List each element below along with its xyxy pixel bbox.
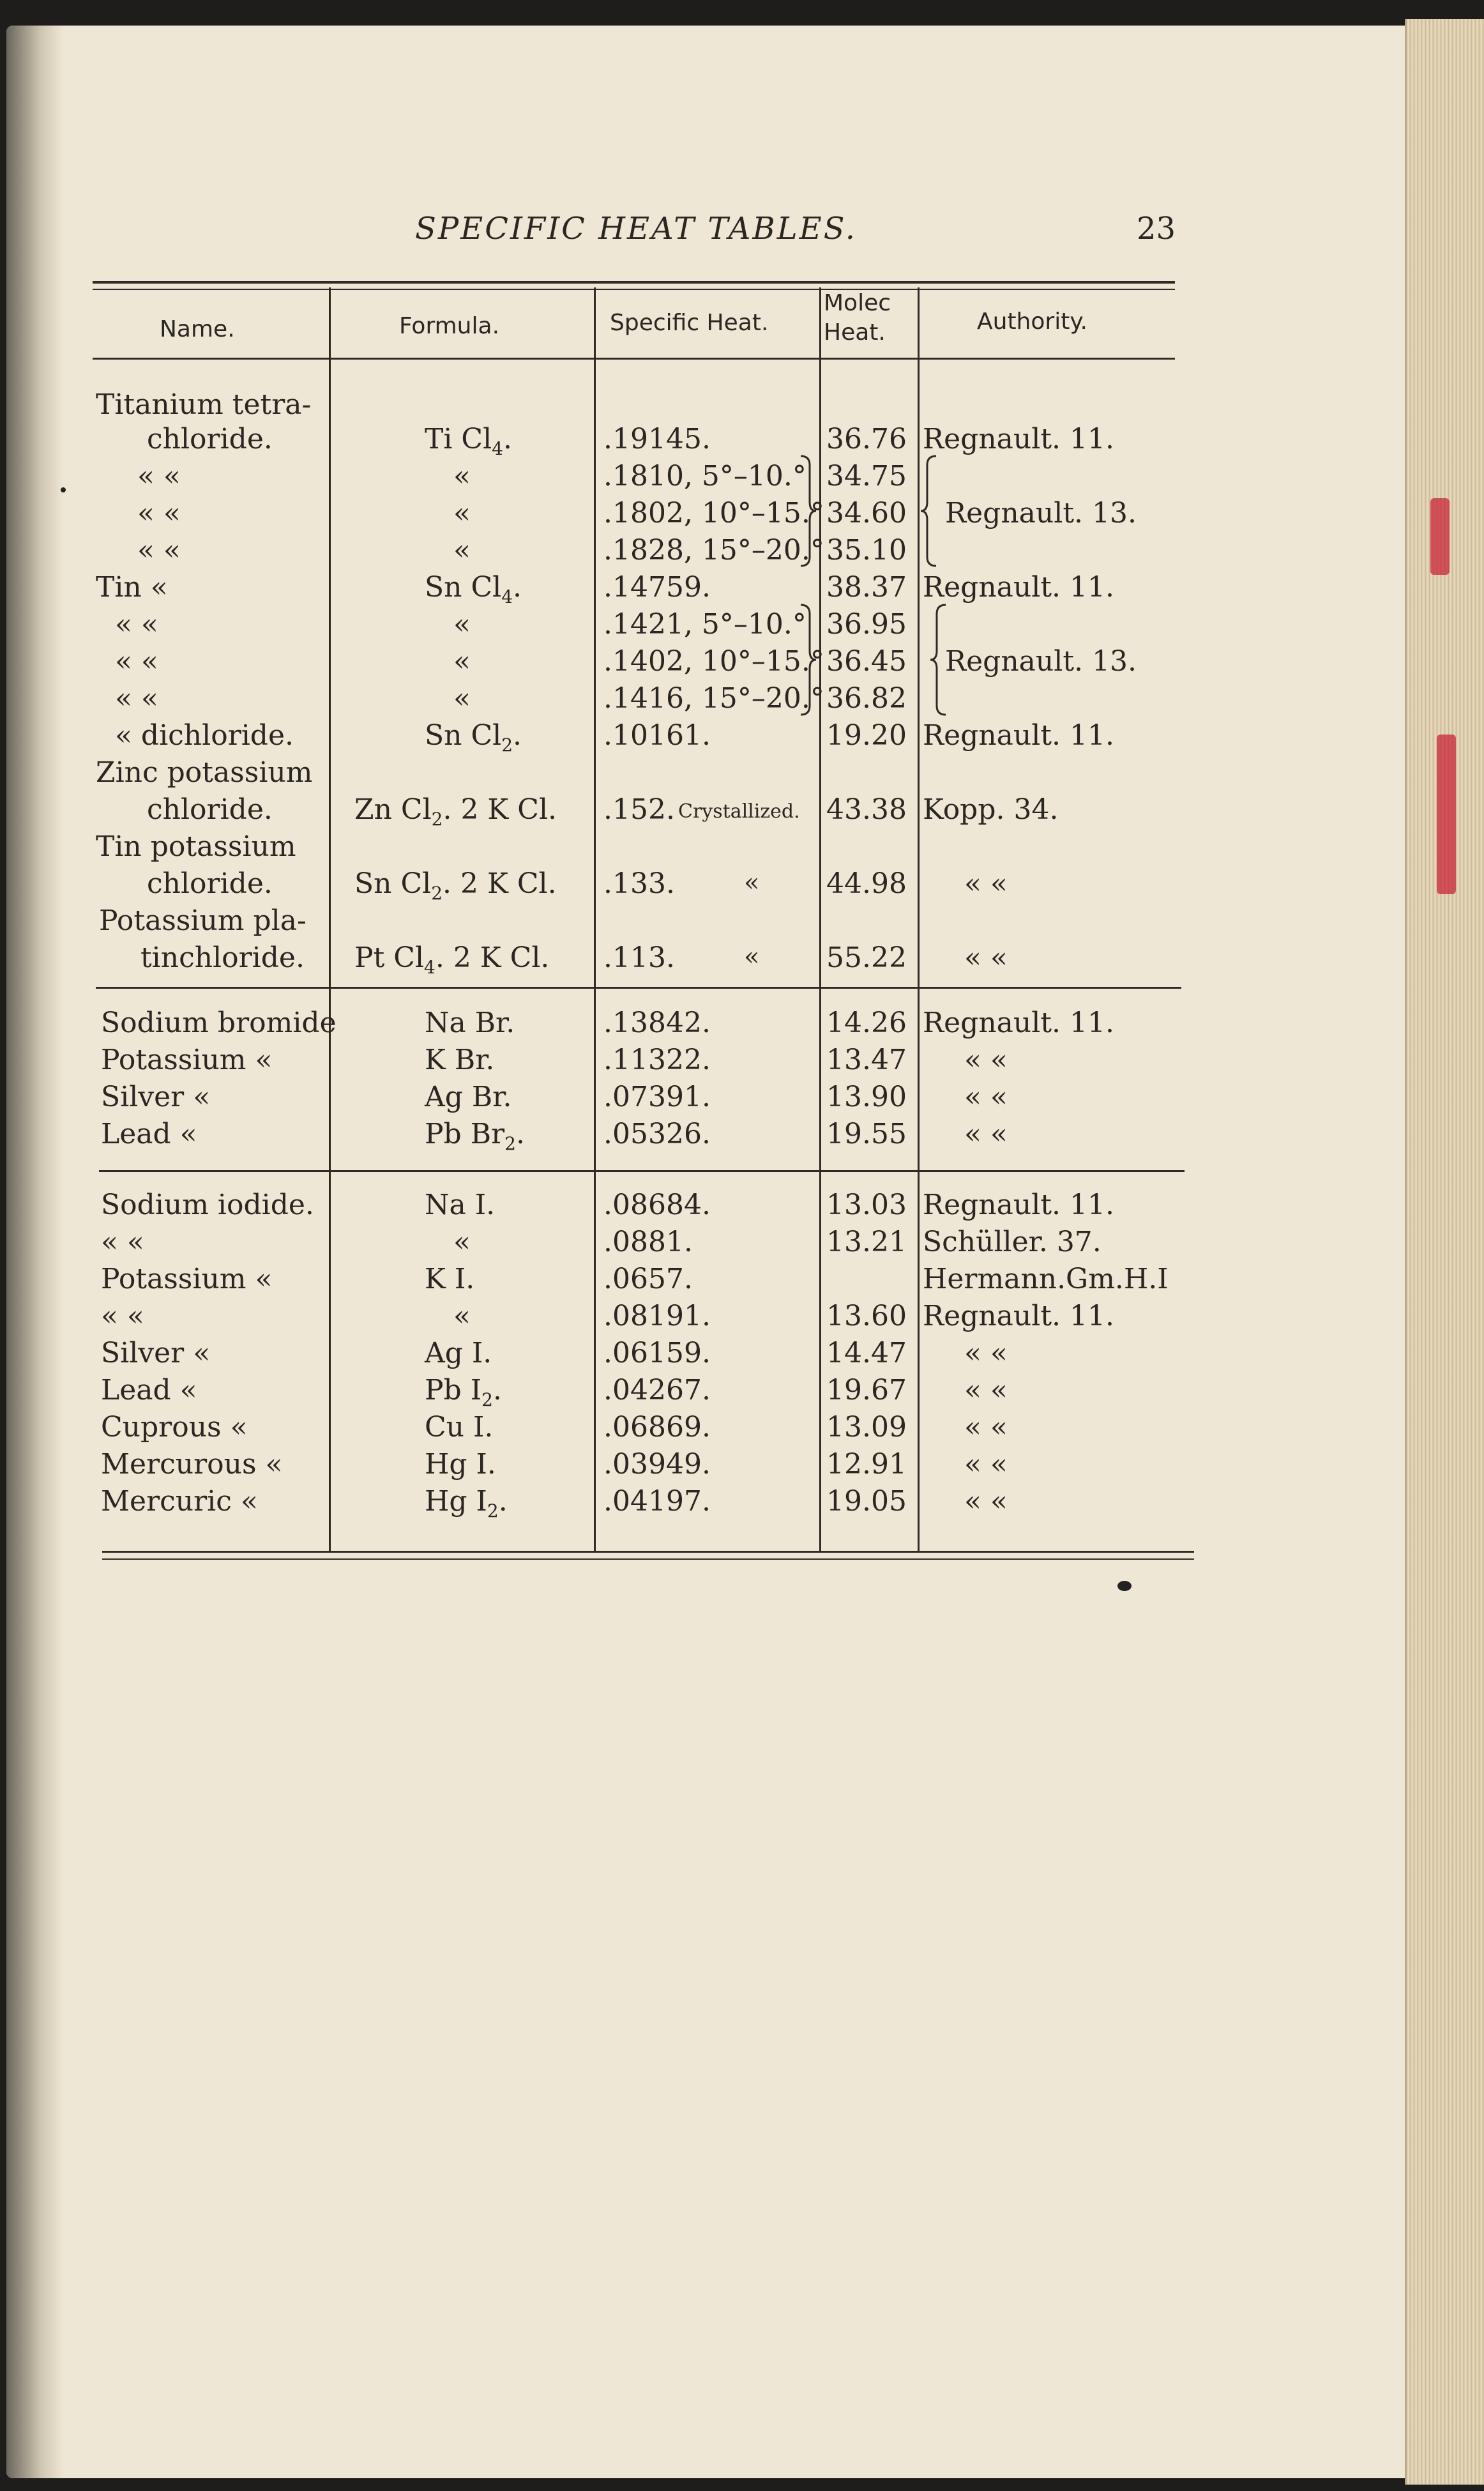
cell-molecular-heat: 55.22 [826,941,907,974]
cell-specific-heat: .04197. [603,1485,711,1518]
formula-text: Hg I. [425,1448,496,1481]
cell-authority: « « [964,941,1008,974]
cell-molecular-heat: 43.38 [826,793,907,826]
ink-speck [61,487,66,492]
formula-text: Cu I. [425,1411,494,1444]
formula-text: « [453,1300,471,1332]
formula-text: « [453,1226,471,1258]
cell-authority: Regnault. 11. [923,719,1114,752]
cell-name: Tin potassium [96,830,296,863]
cell-formula [453,608,471,641]
cell-specific-heat: .08684. [603,1189,711,1221]
name-formula-divider [329,287,331,1552]
cell-name: Sodium bromide [101,1007,337,1039]
right-brace [798,455,817,567]
cell-authority: Regnault. 13. [945,497,1137,529]
formula-text: « [453,534,471,567]
formula-text: Ag I. [425,1337,492,1369]
formula-subscript: 2 [487,1500,499,1521]
formula-text: Pt Cl [354,941,425,974]
cell-molecular-heat: 35.10 [826,534,907,567]
cell-formula [453,1228,471,1256]
cell-molecular-heat: 13.60 [826,1300,907,1332]
column-header-molec-heat: Heat. [824,319,886,346]
page-edges [1405,19,1484,2485]
formula-subscript: 2 [501,734,513,756]
cell-authority: Schüller. 37. [923,1226,1102,1258]
binding-gutter [6,26,64,2478]
cell-name: « « [137,497,181,529]
cell-molecular-heat: 19.20 [826,719,907,752]
formula-text: K I. [425,1263,475,1295]
section-rule [96,987,1181,989]
formula-subscript: 2 [431,808,443,830]
cell-name: « « [137,460,181,492]
formula-text: Sn Cl [425,571,502,604]
cell-molecular-heat: 36.95 [826,608,907,641]
cell-name: Potassium « [101,1263,273,1295]
formula-sh-divider [594,287,596,1552]
formula-tail: . [513,719,522,752]
cell-molecular-heat: 19.55 [826,1118,907,1150]
cell-name: Cuprous « [101,1411,248,1444]
formula-subscript: 4 [424,956,435,978]
cell-molecular-heat: 19.05 [826,1485,907,1518]
cell-name: « « [137,534,181,567]
cell-specific-heat: .14759. [603,571,711,604]
cell-formula [425,1120,525,1153]
running-head: SPECIFIC HEAT TABLES. [415,211,858,247]
cell-specific-heat: .1810, 5°–10.° [603,460,806,492]
cell-formula [453,682,471,715]
cell-authority: Regnault. 11. [923,1300,1114,1332]
cell-formula [425,425,512,458]
cell-molecular-heat: 36.82 [826,682,907,715]
formula-text: Ag Br. [425,1081,512,1113]
cell-specific-heat: .1416, 15°–20.° [603,682,824,715]
red-edge-mark [1437,735,1456,894]
formula-subscript: 4 [492,438,503,459]
left-brace [929,604,948,716]
formula-text: « [453,460,471,492]
column-header-formula: Formula. [399,313,500,339]
header-bottom-rule [93,358,1175,360]
cell-formula [425,1046,494,1074]
cell-name: Lead « [101,1118,197,1150]
cell-authority: Regnault. 11. [923,1189,1114,1221]
cell-name: Lead « [101,1374,197,1406]
column-header-name: Name. [160,316,235,342]
cell-authority: Kopp. 34. [923,793,1059,826]
formula-tail: . 2 K Cl. [443,793,557,826]
cell-name: « « [101,1300,144,1332]
cell-name: Titanium tetra- [96,388,312,421]
cell-formula [453,534,471,567]
cell-name: Silver « [101,1337,211,1369]
cell-authority: Regnault. 13. [945,645,1137,678]
cell-specific-heat: .03949. [603,1448,711,1481]
cell-authority: Hermann.Gm.H.I [923,1263,1169,1295]
cell-authority: « « [964,1448,1008,1481]
cell-formula [425,1191,495,1219]
cell-formula [425,1339,492,1367]
section-rule [99,1170,1185,1172]
cell-specific-heat: .05326. [603,1118,711,1150]
cell-authority: « « [964,1374,1008,1406]
formula-text: Sn Cl [354,867,432,900]
cell-formula [354,867,557,904]
cell-specific-heat: .10161. [603,719,711,752]
cell-specific-heat: .08191. [603,1300,711,1332]
cell-formula [425,1376,502,1409]
cell-name: Tin « [96,571,168,604]
cell-specific-heat: .0657. [603,1263,693,1295]
cell-molecular-heat: 19.67 [826,1374,907,1406]
formula-text: K Br. [425,1044,495,1076]
cell-molecular-heat: 36.45 [826,645,907,678]
formula-text: Pb I [425,1374,482,1406]
cell-authority: « « [964,1044,1008,1076]
table-top-rule-thin [93,289,1175,290]
cell-name: « « [115,645,158,678]
cell-formula [354,941,550,978]
cell-molecular-heat: 13.09 [826,1411,907,1444]
cell-name: Mercurous « [101,1448,283,1481]
cell-specific-heat: .19145. [603,423,711,455]
formula-text: Zn Cl [354,793,432,826]
cell-name: tinchloride. [140,941,305,974]
cell-name: chloride. [147,423,273,455]
cell-molecular-heat: 36.76 [826,423,907,455]
cell-molecular-heat: 13.47 [826,1044,907,1076]
cell-specific-heat: .1421, 5°–10.° [603,608,806,641]
cell-molecular-heat: 44.98 [826,867,907,900]
cell-molecular-heat: 38.37 [826,571,907,604]
cell-name: « « [115,608,158,641]
cell-formula [453,462,471,491]
cell-formula [425,571,522,607]
cell-specific-heat-note: « [744,868,760,897]
cell-specific-heat: .04267. [603,1374,711,1406]
cell-authority: « « [964,1485,1008,1518]
formula-text: « [453,682,471,715]
cell-authority: Regnault. 11. [923,423,1114,455]
cell-molecular-heat: 13.03 [826,1189,907,1221]
cell-specific-heat-note: « [744,942,760,971]
cell-specific-heat: .0881. [603,1226,693,1258]
left-brace [920,455,939,567]
cell-specific-heat-note: Crystallized. [678,800,800,823]
formula-tail: . [498,1485,508,1518]
cell-molecular-heat: 14.26 [826,1007,907,1039]
formula-text: « [453,497,471,529]
formula-text: Na Br. [425,1007,515,1039]
column-header-specific-heat: Specific Heat. [610,310,769,336]
red-edge-mark [1430,498,1450,575]
cell-name: « dichloride. [115,719,294,752]
cell-formula [453,499,471,528]
cell-specific-heat: .152. [603,793,675,826]
cell-formula [425,1448,496,1481]
cell-specific-heat: .1828, 15°–20.° [603,534,824,567]
formula-tail: . [515,1118,525,1150]
cell-specific-heat: .13842. [603,1007,711,1039]
cell-formula [453,645,471,678]
cell-specific-heat: .133. [603,867,675,900]
formula-tail: . [492,1374,502,1406]
cell-formula [354,793,557,830]
formula-text: Na I. [425,1189,496,1221]
cell-molecular-heat: 13.21 [826,1226,907,1258]
cell-authority: « « [964,1118,1008,1150]
cell-specific-heat: .06869. [603,1411,711,1444]
formula-subscript: 2 [504,1132,516,1154]
formula-text: Hg I [425,1485,487,1518]
cell-name: « « [115,682,158,715]
formula-tail: . [513,571,522,604]
cell-specific-heat: .06159. [603,1337,711,1369]
page-number: 23 [1137,211,1176,247]
sh-mh-divider [819,287,821,1552]
table-top-rule [93,281,1175,284]
cell-authority: Regnault. 11. [923,1007,1114,1039]
formula-subscript: 2 [431,882,443,904]
cell-formula [425,719,522,756]
cell-molecular-heat: 14.47 [826,1337,907,1369]
cell-molecular-heat: 34.75 [826,460,907,492]
cell-authority: « « [964,1337,1008,1369]
formula-text: « [453,608,471,641]
cell-specific-heat: .1402, 10°–15.° [603,645,824,678]
cell-formula [425,1485,508,1521]
cell-formula [425,1265,474,1293]
formula-subscript: 4 [501,586,513,607]
formula-tail: . 2 K Cl. [435,941,550,974]
cell-name: Potassium « [101,1044,273,1076]
cell-molecular-heat: 12.91 [826,1448,907,1481]
cell-formula [453,1302,471,1330]
formula-tail: . 2 K Cl. [443,867,557,900]
cell-name: Potassium pla- [99,904,307,937]
cell-authority: « « [964,867,1008,900]
cell-name: Sodium iodide. [101,1189,314,1221]
cell-molecular-heat: 34.60 [826,497,907,529]
column-header-molec-heat: Molec [824,290,891,316]
formula-subscript: 2 [481,1389,493,1410]
cell-name: chloride. [147,793,273,826]
cell-specific-heat: .113. [603,941,675,974]
right-brace [798,604,817,716]
column-header-authority: Authority. [977,309,1087,335]
cell-specific-heat: .11322. [603,1044,711,1076]
cell-specific-heat: .1802, 10°–15.° [603,497,824,529]
cell-name: « « [101,1226,144,1258]
formula-text: « [453,645,471,678]
cell-authority: Regnault. 11. [923,571,1114,604]
cell-name: Silver « [101,1081,211,1113]
cell-authority: « « [964,1411,1008,1444]
cell-name: chloride. [147,867,273,900]
formula-text: Sn Cl [425,719,502,752]
cell-authority: « « [964,1081,1008,1113]
formula-tail: . [503,423,512,455]
ink-speck [1117,1581,1132,1591]
formula-text: Ti Cl [425,423,492,455]
table-bottom-rule-thin [102,1558,1194,1560]
cell-name: Mercuric « [101,1485,258,1518]
cell-formula [425,1413,493,1442]
table-bottom-rule [102,1551,1194,1553]
formula-text: Pb Br [425,1118,505,1150]
cell-specific-heat: .07391. [603,1081,711,1113]
cell-molecular-heat: 13.90 [826,1081,907,1113]
cell-name: Zinc potassium [96,756,313,789]
cell-formula [425,1083,511,1111]
cell-formula [425,1009,515,1037]
